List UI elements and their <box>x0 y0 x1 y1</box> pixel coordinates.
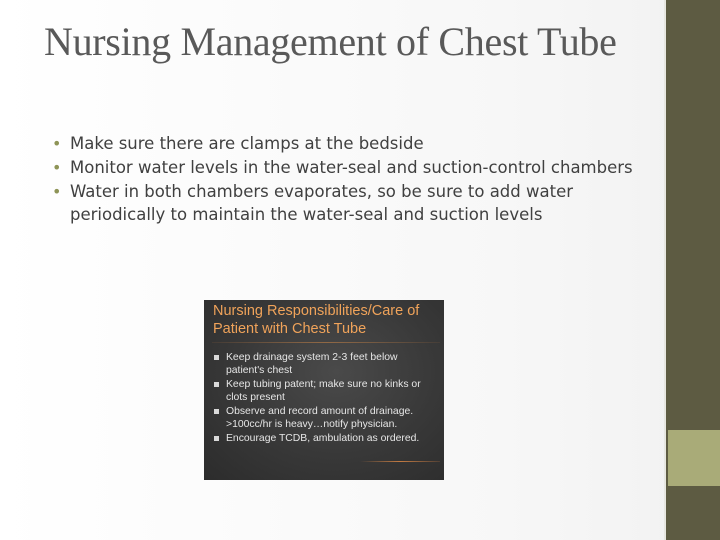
bullet-item <box>52 156 642 179</box>
embedded-item-text: Keep tubing patent; make sure no kinks or clots present <box>226 379 421 403</box>
bullet-item <box>52 132 642 155</box>
embedded-item-text: Encourage TCDB, ambulation as ordered. <box>226 433 420 444</box>
square-bullet-icon <box>214 355 219 360</box>
square-bullet-icon <box>214 382 219 387</box>
embedded-slide-image <box>204 300 444 480</box>
square-bullet-icon <box>214 436 219 441</box>
bullet-list <box>52 132 642 227</box>
embedded-title: Nursing Responsibilities/Care of Patient with Chest Tube <box>213 303 420 337</box>
sidebar-accent-block <box>668 430 720 486</box>
bullet-item <box>52 180 642 226</box>
embedded-list-item <box>213 405 435 431</box>
bullet-text: Make sure there are clamps at the bedside <box>70 134 424 153</box>
bullet-icon: • <box>52 182 62 201</box>
embedded-list-item <box>213 351 435 377</box>
embedded-bullet-list <box>213 351 435 446</box>
embedded-item-text: Keep drainage system 2-3 feet below patient's chest <box>226 352 398 376</box>
embedded-divider <box>212 342 440 343</box>
bullet-text: Monitor water levels in the water-seal and suction-control chambers <box>70 158 633 177</box>
embedded-item-text: Observe and record amount of drainage. >100cc/hr is heavy…notify physician. <box>226 406 414 430</box>
bullet-text: Water in both chambers evaporates, so be sure to add water periodically to maintain the water-seal and suction levels <box>70 182 574 224</box>
embedded-list-item <box>213 432 435 445</box>
embedded-list-item <box>213 378 435 404</box>
bullet-icon: • <box>52 158 62 177</box>
bullet-icon: • <box>52 134 62 153</box>
square-bullet-icon <box>214 409 219 414</box>
slide-title: Nursing Management of Chest Tube <box>44 19 617 64</box>
embedded-bottom-divider <box>360 461 440 462</box>
